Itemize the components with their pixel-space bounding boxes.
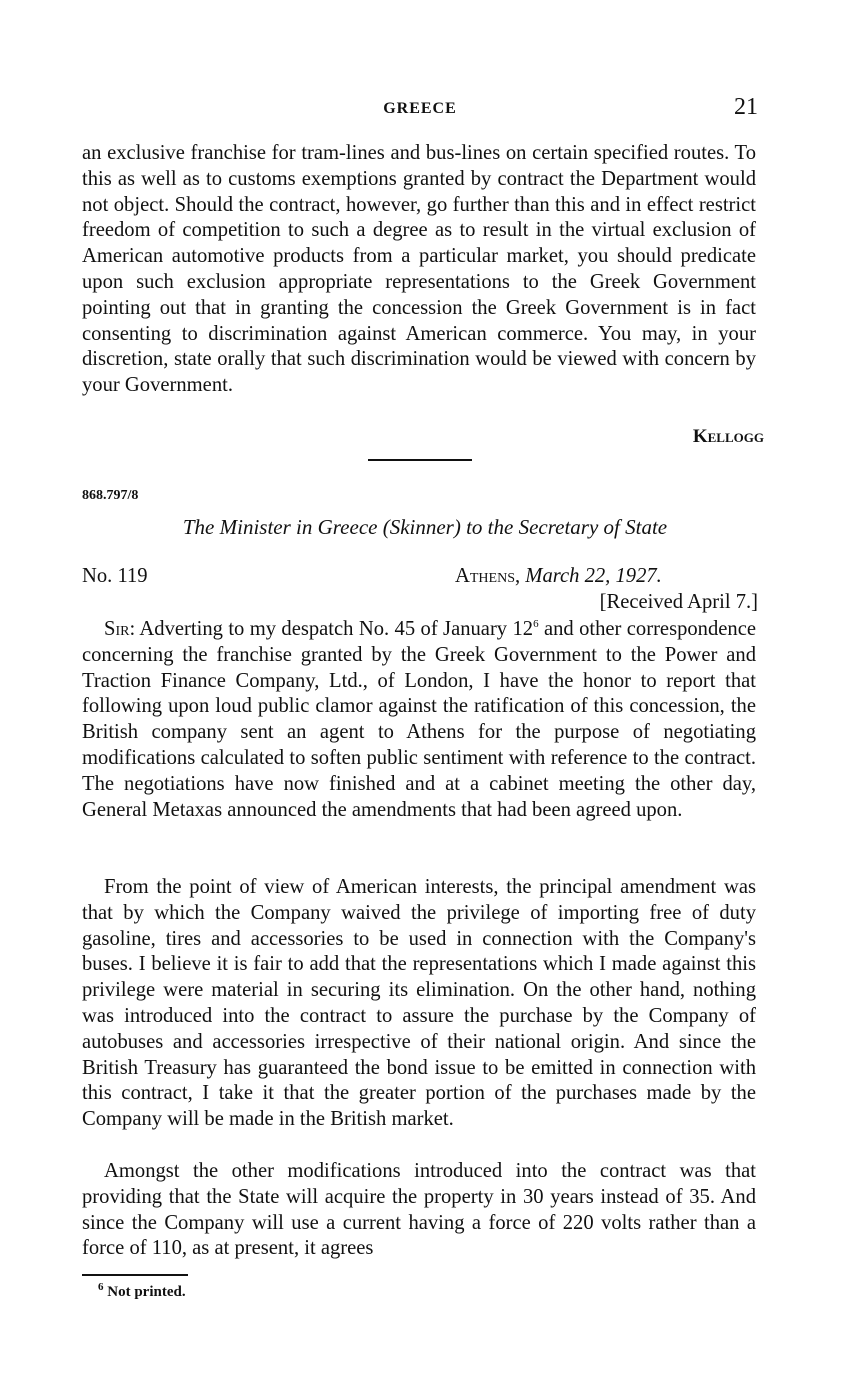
paragraph-3: From the point of view of American interests, the principal amendment was that by which the Company waived the privilege of importing free of duty gasoline, tires and accessories to be used in connection with the Company's buses. I believe it is fair to add that the representations which I made against this privilege were material in securing its elimination. On the other hand, nothing was introduced into the contract to assure the purchase by the Company of autobuses and accessories irrespective of their national origin. And since the British Treasury has guaranteed the bond issue to be emitted in connection with this contract, I take it that the greater portion of the purchases made by the Company will be made in the British market. [82, 876, 756, 1131]
salutation: Sir [104, 618, 130, 640]
running-head-title: GREECE [383, 100, 457, 117]
signature: Kellogg [692, 426, 764, 447]
page-number: 21 [734, 94, 758, 120]
paragraph-2-rest: and other correspondence concerning the franchise granted by the Greek Government to the Power and Traction Finance Company, Ltd., of London, I have the honor to report that following upon loud public clamor against the ratification of this concession, the British company sent an agent to Athens for the purpose of negotiating modifications calculated to soften public sentiment with reference to the contract. The negotiations have now finished and at a cabinet meeting the other day, General Metaxas announced the amendments that had been agreed upon. [82, 618, 756, 821]
footnote-reference: 6 [533, 618, 539, 631]
dispatch-place: Athens, [455, 565, 521, 587]
running-head [82, 96, 758, 126]
footnote [98, 1281, 186, 1301]
paragraph-2 [82, 617, 756, 823]
paragraph-1: an exclusive franchise for tram-lines and bus-lines on certain specified routes. To this as well as to customs exemptions granted by contract the Department would not object. Should the contract, however, go further than this and in effect restrict freedom of competition to such a degree as to result in the virtual exclusion of American automotive products from a particular market, you should predicate upon such exclusion appropriate representations to the Greek Government pointing out that in granting the concession the Greek Government is in fact consenting to discrimination against American commerce. You may, in your discretion, state orally that such discrimination would be viewed with concern by your Government. [82, 142, 756, 397]
footnote-rule [82, 1274, 188, 1276]
file-number: 868.797/8 [82, 488, 139, 503]
paragraph-2-start: : Adverting to my despatch No. 45 of January 12 [129, 618, 534, 640]
place-date [455, 565, 662, 588]
footnote-marker: 6 [98, 1281, 104, 1293]
dispatch-number: No. 119 [82, 565, 148, 587]
document-title: The Minister in Greece (Skinner) to the Secretary of State [182, 515, 668, 539]
received-date: [Received April 7.] [599, 591, 758, 613]
paragraph-4: Amongst the other modifications introduced into the contract was that providing that the State will acquire the property in 30 years instead of 35. And since the Company will use a current having a force of 220 volts rather than a force of 110, as at present, it agrees [82, 1160, 756, 1260]
dispatch-date: March 22, 1927. [525, 565, 662, 587]
separator-rule [368, 459, 472, 461]
footnote-text: Not printed. [107, 1284, 186, 1300]
